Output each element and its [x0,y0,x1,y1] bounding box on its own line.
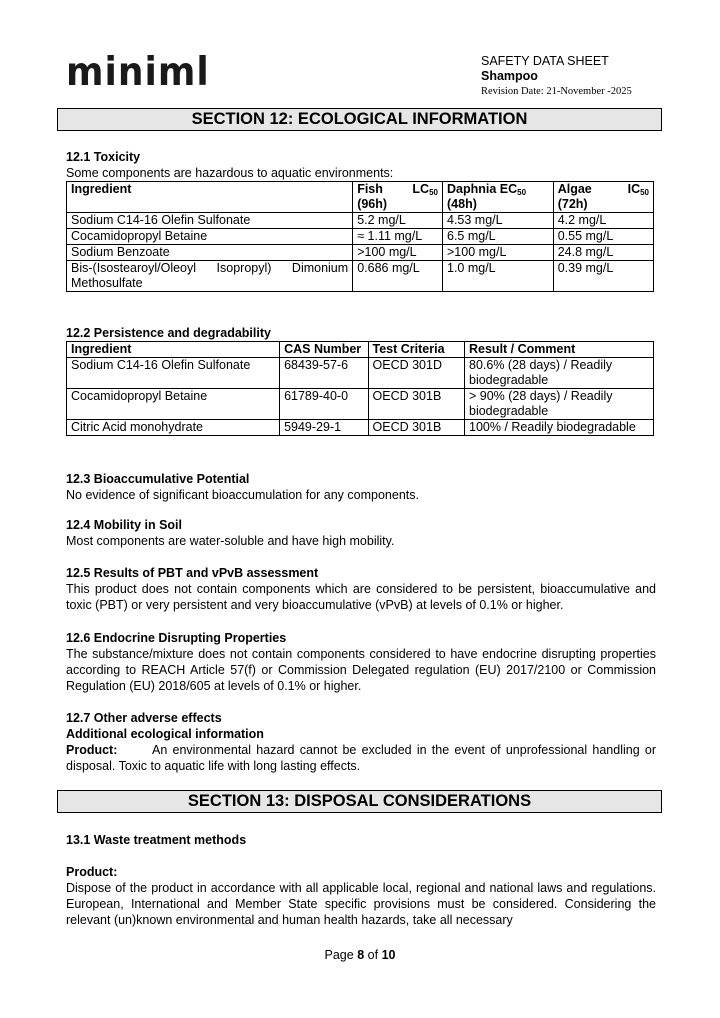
table-header-row [67,182,654,213]
persistence-table [66,341,654,436]
table-row [67,229,654,245]
adverse-heading: 12.7 Other adverse effects [66,711,222,725]
page-total: 10 [381,948,396,962]
col-test: Test Criteria [368,342,464,358]
cell-algae: 24.8 mg/L [553,245,653,261]
mobility-text: Most components are water-soluble and have high mobility. [66,534,395,548]
endocrine-block [66,630,656,694]
col-cas: CAS Number [280,342,368,358]
cell-daphnia: >100 mg/L [443,245,554,261]
cell-ingredient: Sodium Benzoate [67,245,353,261]
toxicity-heading: 12.1 Toxicity [66,150,141,164]
cell-result: > 90% (28 days) / Readily biodegradable [465,389,654,420]
company-logo: miniml [66,49,210,96]
col-daphnia: Daphnia $EC_{50}$ (48h) [443,182,554,213]
cell-test: OECD 301B [368,389,464,420]
cell-daphnia: 4.53 mg/L [443,213,554,229]
toxicity-block [66,149,656,181]
persistence-heading: 12.2 Persistence and degradability [66,326,271,340]
page-word: Page [324,948,354,962]
mobility-block [66,517,656,549]
cell-ingredient: Sodium C14-16 Olefin Sulfonate [67,358,280,389]
cell-ingredient: Cocamidopropyl Betaine [67,229,353,245]
cell-ingredient: Bis-(Isostearoyl/Oleoyl Isopropyl) Dimonium Methosulfate [67,261,353,292]
col-fish: Fish $LC_{50}$ (96h) [353,182,443,213]
cell-cas: 5949-29-1 [280,420,368,436]
cell-algae: 0.55 mg/L [553,229,653,245]
cell-ingredient: Citric Acid monohydrate [67,420,280,436]
section-13-title: SECTION 13: DISPOSAL CONSIDERATIONS [57,790,662,813]
waste-heading: 13.1 Waste treatment methods [66,833,247,847]
cell-fish: ≈ 1.11 mg/L [353,229,443,245]
cell-fish: 0.686 mg/L [353,261,443,292]
table-row [67,389,654,420]
product-name: Shampoo [481,69,538,83]
pbt-block [66,565,656,613]
revision-date: Revision Date: 21-November -2025 [481,86,632,97]
cell-daphnia: 6.5 mg/L [443,229,554,245]
cell-fish: >100 mg/L [353,245,443,261]
page-footer [0,948,720,962]
disposal-text: Dispose of the product in accordance with all applicable local, regional and national laws and regulations. European, International and Member State specific provisions must be considered. Considering the relevant (un)known environmental and human health hazards, take all necessary [66,881,656,927]
disposal-block [66,864,656,928]
table-header-row [67,342,654,358]
cell-test: OECD 301B [368,420,464,436]
endocrine-heading: 12.6 Endocrine Disrupting Properties [66,631,287,645]
table-row [67,261,654,292]
of-word: of [367,948,379,962]
cell-result: 80.6% (28 days) / Readily biodegradable [465,358,654,389]
pbt-text: This product does not contain components which are considered to be persistent, bioaccumulative and toxic (PBT) or very persistent and very bioaccumulative (vPvB) at levels of 0.1% or higher. [66,582,656,612]
waste-block [66,832,656,848]
toxicity-intro: Some components are hazardous to aquatic environments: [66,166,394,180]
toxicity-table [66,181,654,292]
adverse-text: Product: An environmental hazard cannot be excluded in the event of unprofessional handling or disposal. Toxic to aquatic life with long lasting effects. [66,743,656,773]
pbt-heading: 12.5 Results of PBT and vPvB assessment [66,566,319,580]
col-algae: Algae $IC_{50}$ (72h) [553,182,653,213]
table-row [67,358,654,389]
table-row [67,213,654,229]
disposal-product-label: Product: [66,865,118,879]
cell-daphnia: 1.0 mg/L [443,261,554,292]
table-row [67,420,654,436]
cell-result: 100% / Readily biodegradable [465,420,654,436]
cell-algae: 0.39 mg/L [553,261,653,292]
document-header [481,54,632,99]
cell-cas: 68439-57-6 [280,358,368,389]
cell-ingredient: Cocamidopropyl Betaine [67,389,280,420]
mobility-heading: 12.4 Mobility in Soil [66,518,182,532]
col-ingredient: Ingredient [67,342,280,358]
adverse-subheading: Additional ecological information [66,727,264,741]
bioaccumulative-text: No evidence of significant bioaccumulation for any components. [66,488,419,502]
page-number: 8 [357,948,365,962]
persistence-block [66,325,656,341]
col-result: Result / Comment [465,342,654,358]
adverse-block [66,710,656,774]
section-12-title: SECTION 12: ECOLOGICAL INFORMATION [57,108,662,131]
endocrine-text: The substance/mixture does not contain components considered to have endocrine disrupting properties according to REACH Article 57(f) or Commission Delegated regulation (EU) 2017/2100 or Commission Regulation (EU) 2018/605 at levels of 0.1% or higher. [66,647,656,693]
cell-algae: 4.2 mg/L [553,213,653,229]
bioaccumulative-heading: 12.3 Bioaccumulative Potential [66,472,250,486]
cell-ingredient: Sodium C14-16 Olefin Sulfonate [67,213,353,229]
doc-type: SAFETY DATA SHEET [481,54,609,68]
table-row [67,245,654,261]
cell-fish: 5.2 mg/L [353,213,443,229]
cell-test: OECD 301D [368,358,464,389]
col-ingredient: Ingredient [67,182,353,213]
bioaccumulative-block [66,471,656,503]
cell-cas: 61789-40-0 [280,389,368,420]
